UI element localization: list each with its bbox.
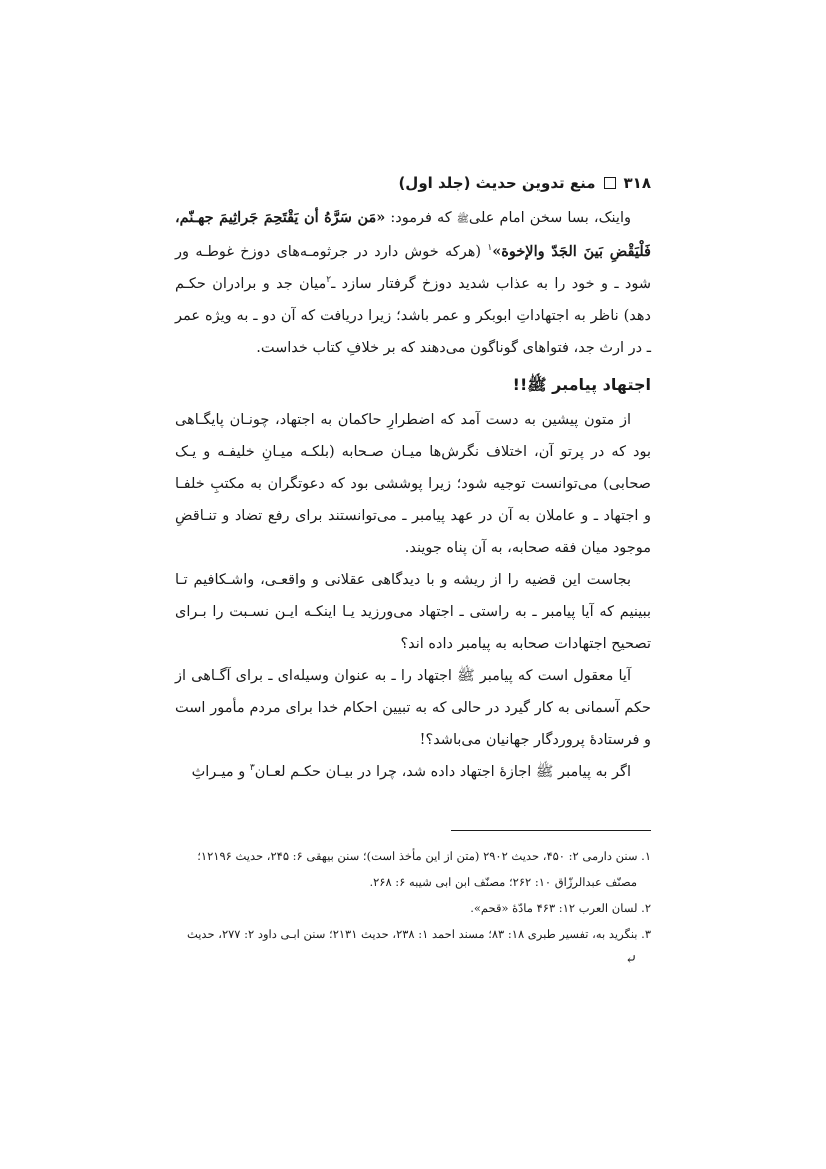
paragraph-5 (175, 756, 651, 788)
paragraph-1 (175, 202, 651, 364)
footnote-3 (175, 921, 651, 973)
footnote-1-line-1: ۱. سنن دارمی ۲: ۴۵۰، حدیث ۲۹۰۲ (متن از این مأخذ است)؛ سنن بیهقی ۶: ۲۴۵، حدیث ۱۲۱۹۶؛ (197, 849, 651, 863)
footnote-2: ۲. لسان العرب ۱۲: ۴۶۳ مادّهٔ «قحم». (470, 901, 651, 915)
footnotes (175, 843, 651, 973)
arabic-quote: «مَن سَرَّهُ أن يَقْتَحِمَ جَراثِيمَ جهـنّم، فَلْيَقْضِ بَينَ الجَدّ والإخوة» (175, 209, 651, 260)
square-icon (604, 177, 616, 189)
paragraph-2: از متون پیشین به دست آمد که اضطرارِ حاکمان به اجتهاد، چونـان پایگـاهی بود که در پرتو آن، اختلاف نگرش‌ها میـان صـحابه (بلکـه میـانِ خلیفـه و یـک صحابی) می‌توانست توجیه شود؛ زیرا پوششی بود که دعوتگران به مکتبِ خلفـا و اجتهاد ـ و عاملان به آن در عهد پیامبر ـ می‌توانستند برای رفع تضاد و تنـاقضِ موجود میان فقه صحابه، به آن پناه جویند. (175, 412, 651, 556)
paragraph-1-translation: (هرکه خوش دارد در جرثومـه‌های دوزخ غوطـه ور شود ـ و خود را به عذاب شدید دوزخ گرفتار سازد ـ (175, 244, 652, 292)
book-title: منع تدوین حدیث (جلد اول) (398, 174, 596, 192)
footnote-ref-3: ۳ (249, 763, 255, 774)
section-heading: اجتهاد پیامبر ﷺ!! (512, 375, 651, 394)
page-body (175, 202, 651, 788)
paragraph-1-rest: میان جد و برادران حکـم دهد) ناظر به اجتهاداتِ ابوبکر و عمر باشد؛ زیرا دریافت که آن دو ـ به ویژه عمر ـ در ارث جد، فتواهای گوناگون می‌دهند که بر خلافِ کتاب خداست. (175, 276, 651, 356)
footnote-3-text: ۳. بنگرید به، تفسیر طبری ۱۸: ۸۳؛ مسند احمد ۱: ۲۳۸، حدیث ۲۱۳۱؛ سنن ابـی داود ۲: ۲۷۷، حدیث (186, 927, 651, 941)
footnote-1 (175, 843, 651, 895)
book-page (175, 168, 651, 973)
running-header (175, 168, 651, 198)
paragraph-3: بجاست این قضیه را از ریشه و با دیدگاهی عقلانی و واقعـی، واشـکافیم تـا ببینیم که آیا پیامبر ـ به راستی ـ اجتهاد می‌ورزید یـا اینکـه ایـن نسـبت را بـرای تصحیح اجتهادات صحابه به پیامبر داده اند؟ (175, 572, 651, 652)
footnote-divider (451, 830, 651, 831)
footnote-ref-1: ۱ (487, 243, 493, 254)
paragraph-5-text: اگر به پیامبر ﷺ اجازهٔ اجتهاد داده شد، چرا در بیـان حکـم لعـان (254, 764, 631, 780)
paragraph-1-intro: واینک، بسا سخن امام علی (468, 210, 631, 226)
paragraph-5-rest: و میـراثِ (191, 764, 250, 780)
page-number: ۳۱۸ (623, 174, 651, 192)
footnote-ref-2: ۲ (326, 275, 332, 286)
paragraph-4: آیا معقول است که پیامبر ﷺ اجتهاد را ـ به عنوان وسیله‌ای ـ برای آگـاهی از حکم آسمانی به کار گیرد در حالی که به تبیین احکام خدا برای مردم مأمور است و فرستادهٔ پروردگار جهانیان می‌باشد؟! (175, 668, 651, 748)
honorific-symbol: ﷺ (456, 214, 469, 225)
continue-arrow-icon: ⤶ (625, 952, 637, 968)
footnote-1-line-2: مصنّف عبدالرزّاق ۱۰: ۲۶۲؛ مصنّف ابن ابی شیبه ۶: ۲۶۸. (369, 875, 637, 889)
paragraph-1-says: که فرمود: (385, 210, 457, 226)
